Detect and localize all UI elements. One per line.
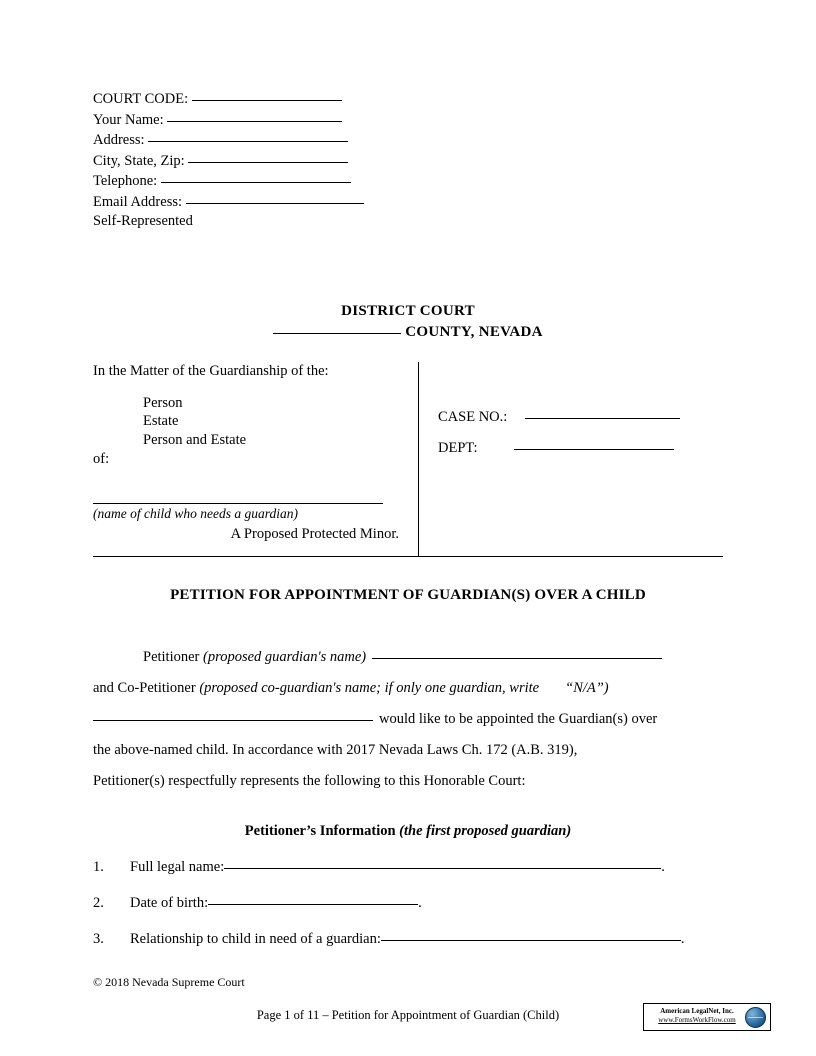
party-header-block [93,88,723,230]
header-label-telephone: Telephone: [93,173,158,190]
caption-bottom-divider [93,556,723,557]
header-label-city-state-zip: City, State, Zip: [93,152,185,169]
caption-vertical-divider [418,362,419,557]
caption-child-name-note: (name of child who needs a guardian) [93,506,298,522]
list-item [93,892,723,912]
header-rule-city-state-zip[interactable] [188,150,348,163]
header-line-city-state-zip [93,150,723,171]
caption-option-person[interactable]: Person [143,394,183,411]
header-rule-telephone[interactable] [161,170,351,183]
header-line-address [93,129,723,150]
header-rule-court-code[interactable] [192,88,342,101]
header-label-self-represented: Self-Represented [93,212,193,229]
header-line-your-name [93,109,723,130]
petitioner-word: Petitioner [143,649,204,666]
header-label-court-code: COURT CODE: [93,91,189,107]
dept-label: DEPT: [438,439,478,456]
case-number-rule[interactable] [525,406,680,419]
case-caption [93,362,723,557]
court-heading-line1: DISTRICT COURT [341,303,475,320]
caption-of-label: of: [93,450,110,467]
item-number-3: 3. [93,931,104,948]
petitioner-hint: (proposed guardian's name) [203,649,367,666]
item-rule-relationship[interactable] [381,928,681,941]
item-rule-full-legal-name[interactable] [224,856,661,869]
body-line-5: Petitioner(s) respectfully represents the following to this Honorable Court: [93,773,526,790]
header-line-telephone [93,170,723,191]
item-label-relationship: Relationship to child in need of a guardian: [130,931,381,948]
legalnet-stamp [643,1003,771,1031]
body-line-3-text: would like to be appointed the Guardian(s) over [379,711,658,728]
court-heading [93,302,723,342]
dept-row [438,437,680,458]
caption-intro: In the Matter of the Guardianship of the: [93,363,329,380]
caption-child-name-rule[interactable] [93,502,383,504]
co-petitioner-name-rule[interactable] [93,708,373,721]
caption-left-column [93,362,411,543]
header-label-your-name: Your Name: [93,111,164,128]
petitioner-name-rule[interactable] [372,646,662,659]
court-heading-county-text: COUNTY, NEVADA [405,324,543,341]
item-tail-2: . [418,895,422,912]
body-line-3 [93,704,723,735]
legalnet-url[interactable]: www.FormsWorkFlow.com [658,1016,736,1024]
caption-minor-label: A Proposed Protected Minor. [230,525,399,542]
list-item [93,928,723,948]
item-tail-3: . [680,931,685,948]
body-line-1 [93,642,723,673]
body-line-4: the above-named child. In accordance with 2017 Nevada Laws Ch. 172 (A.B. 319), [93,742,578,759]
petition-body-paragraph [93,642,723,797]
header-label-address: Address: [93,132,145,149]
county-blank-rule[interactable] [273,321,401,334]
case-number-label: CASE NO.: [438,409,508,426]
document-content [93,88,723,948]
co-petitioner-hint: (proposed co-guardian's name; if only one guardian, write [199,680,540,697]
section-heading-italic: (the first proposed guardian) [399,823,572,840]
header-label-email: Email Address: [93,193,183,210]
header-rule-your-name[interactable] [167,109,342,122]
list-item [93,856,723,876]
legalnet-company: American LegalNet, Inc. [660,1007,734,1015]
item-tail-1: . [661,859,665,876]
caption-option-estate[interactable]: Estate [143,413,179,430]
globe-icon [745,1007,766,1028]
section-heading-petitioner-info [93,823,723,840]
item-rule-date-of-birth[interactable] [208,892,418,905]
item-number-2: 2. [93,895,104,912]
item-label-full-legal-name: Full legal name: [130,859,225,876]
dept-rule[interactable] [514,437,674,450]
header-line-court-code [93,88,723,109]
caption-right-column [438,406,680,467]
header-line-self-represented [93,212,723,231]
header-line-email [93,191,723,212]
header-rule-email[interactable] [186,191,364,204]
body-line-2 [93,673,723,704]
page-title: PETITION FOR APPOINTMENT OF GUARDIAN(S) OVER A CHILD [170,587,646,604]
case-number-row [438,406,680,427]
header-rule-address[interactable] [148,129,348,142]
co-petitioner-hint-na: “N/A”) [565,680,609,697]
page-footer-text: Page 1 of 11 – Petition for Appointment of Guardian (Child) [256,1008,560,1022]
copyright-notice: © 2018 Nevada Supreme Court [93,975,245,989]
court-heading-line2 [93,321,723,342]
section-heading-bold: Petitioner’s Information [244,823,400,840]
petitioner-info-list [93,856,723,948]
item-number-1: 1. [93,859,104,876]
item-label-date-of-birth: Date of birth: [130,895,209,912]
caption-option-person-and-estate[interactable]: Person and Estate [143,431,247,448]
co-petitioner-word: and Co-Petitioner [93,680,200,697]
legalnet-text [648,1007,746,1025]
